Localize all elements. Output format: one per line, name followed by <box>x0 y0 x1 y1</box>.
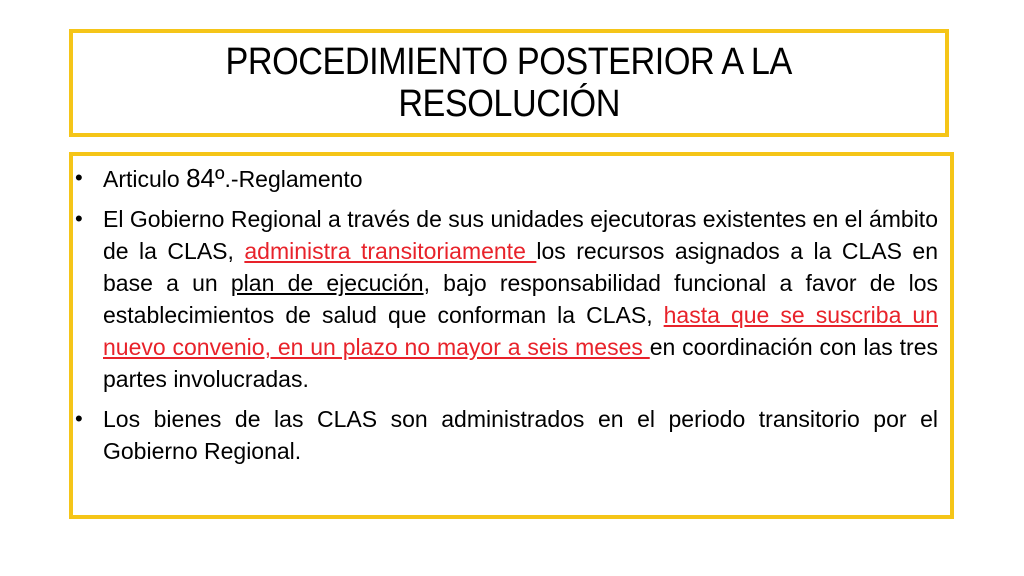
bullet-icon: • <box>75 165 83 190</box>
bullet-list <box>75 162 938 467</box>
bullet-icon: • <box>75 406 83 431</box>
highlight-plazo: hasta que se suscriba un nuevo convenio, en un plazo no mayor a seis meses <box>103 302 938 360</box>
text-part-1: El Gobierno Regional a través de sus unidades ejecutoras existentes en el ámbito de la CLAS, <box>103 206 938 264</box>
slide-title-line-2: RESOLUCIÓN <box>398 83 620 125</box>
bullet-icon: • <box>75 206 83 231</box>
bullet-item-article <box>75 162 938 195</box>
article-prefix: Articulo <box>103 166 187 192</box>
highlight-administra: administra transitoriamente <box>244 238 537 264</box>
content-box <box>69 152 954 519</box>
bienes-text: Los bienes de las CLAS son administrados en el periodo transitorio por el Gobierno Regional. <box>103 406 938 464</box>
bullet-item-gobierno <box>75 203 938 395</box>
article-number: 84º <box>186 163 225 193</box>
text-part-3: , bajo responsabilidad funcional a favor de los establecimientos de salud que conforman la CLAS, <box>103 270 938 328</box>
text-part-2: los recursos asignados a la CLAS en base a un <box>103 238 938 296</box>
underline-plan: plan de ejecución <box>230 270 424 296</box>
slide-title-line-1: PROCEDIMIENTO POSTERIOR A LA <box>225 41 793 83</box>
article-suffix: .-Reglamento <box>224 166 363 192</box>
text-part-4: en coordinación con las tres partes involucradas. <box>103 334 938 392</box>
title-box <box>69 29 949 137</box>
bullet-item-bienes <box>75 403 938 467</box>
